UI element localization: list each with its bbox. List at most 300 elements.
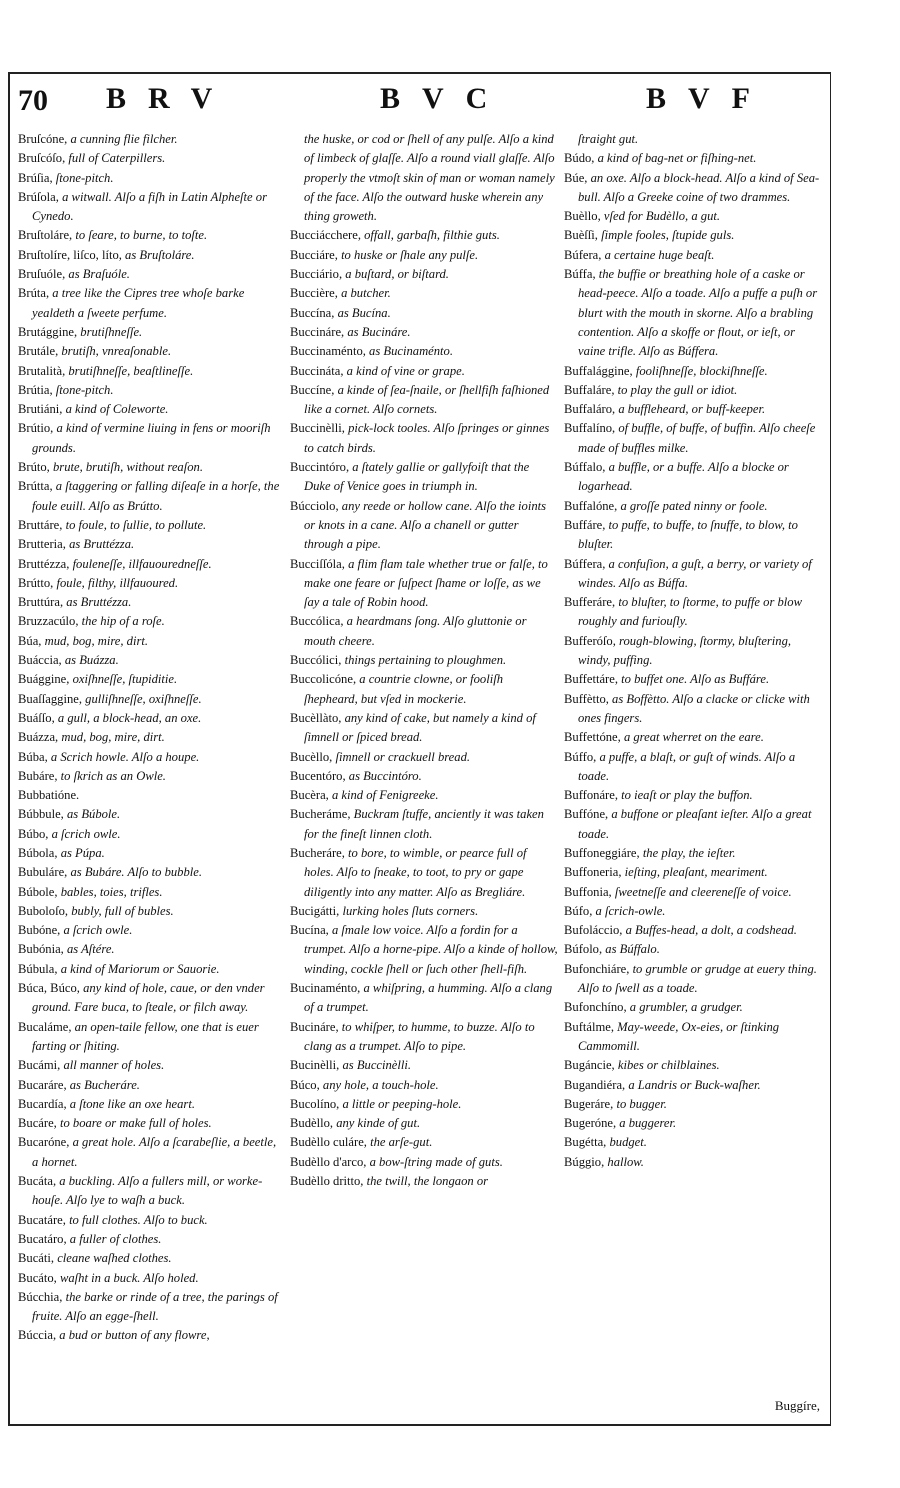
running-header xyxy=(0,78,900,128)
entry-definition: the play, the ieſter. xyxy=(642,845,736,860)
entry-definition: as Boffètto. Alſo a clacke or clicke with ones fingers. xyxy=(578,691,810,725)
dictionary-entry xyxy=(18,1056,282,1075)
entry-headword: Bubáre, xyxy=(18,768,58,783)
entry-definition: a great hole. Alſo a ſcarabeſlie, a beetle, a hornet. xyxy=(32,1135,277,1169)
entry-definition: as Buázza. xyxy=(64,653,119,668)
entry-definition: to whiſper, to humme, to buzze. Alſo to clang as a trumpet. Alſo to pipe. xyxy=(304,1019,535,1053)
entry-definition: a confuſion, a guſt, a berry, or variety of windes. Alſo as Búffa. xyxy=(578,556,812,590)
dictionary-entry xyxy=(18,246,282,265)
entry-headword: Búccia, xyxy=(18,1328,57,1343)
entry-definition: brutiſhneſſe, beaſtlineſſe. xyxy=(68,363,194,378)
entry-definition: brutiſh, vnreaſonable. xyxy=(61,344,172,359)
dictionary-entry xyxy=(18,362,282,381)
entry-headword: Buccintóro, xyxy=(290,460,350,475)
dictionary-entry xyxy=(18,748,282,767)
entry-headword: Búdo, xyxy=(564,151,595,166)
entry-headword: Bufonchíno, xyxy=(564,1000,627,1015)
entry-headword: Bucigátti, xyxy=(290,903,340,918)
entry-definition: a kind of vermine liuing in fens or mooriſh grounds. xyxy=(32,421,271,455)
entry-definition: ſtone-pitch. xyxy=(55,382,114,397)
dictionary-entry xyxy=(564,1114,822,1133)
entry-definition: a kind of Coleworte. xyxy=(65,402,169,417)
entry-headword: Búffera, xyxy=(564,556,606,571)
entry-headword: Buffalíno, xyxy=(564,421,616,436)
entry-definition: as Buccinèlli. xyxy=(342,1058,412,1073)
dictionary-entry xyxy=(18,1133,282,1172)
dictionary-entry xyxy=(564,998,822,1017)
dictionary-entry xyxy=(18,381,282,400)
entry-headword: Bruſtolíre, liſco, líto, xyxy=(18,247,122,262)
entry-definition: a kind of Fenigreeke. xyxy=(331,788,439,803)
entry-definition: fouleneſſe, illfauouredneſſe. xyxy=(72,556,212,571)
dictionary-entry xyxy=(18,265,282,284)
entry-headword: Buággine, xyxy=(18,672,70,687)
dictionary-entry xyxy=(18,1172,282,1211)
dictionary-entry xyxy=(18,767,282,786)
column-right xyxy=(564,130,822,1172)
entry-headword: Buccíne, xyxy=(290,382,335,397)
entry-definition: a countrie clowne, or fooliſh ſhepheard, but vſed in mockerie. xyxy=(304,672,504,706)
dictionary-entry xyxy=(18,169,282,188)
entry-definition: any kind of cake, but namely a kind of ſimnell or ſpiced bread. xyxy=(304,710,536,745)
entry-headword: Búbole, xyxy=(18,884,58,899)
dictionary-entry xyxy=(18,940,282,959)
entry-definition: a kind of vine or grape. xyxy=(346,363,465,378)
entry-definition: ſimple fooles, ſtupide guls. xyxy=(601,228,735,243)
dictionary-entry xyxy=(18,902,282,921)
entry-definition: as Braſuóle. xyxy=(68,267,130,282)
entry-definition: an open-taile fellow, one that is euer farting or ſhiting. xyxy=(32,1019,259,1053)
entry-definition: to boare or make full of holes. xyxy=(59,1116,212,1131)
entry-headword: Bucináre, xyxy=(290,1019,339,1034)
dictionary-entry xyxy=(290,555,558,613)
dictionary-entry xyxy=(290,246,558,265)
entry-headword: Brutteria, xyxy=(18,537,66,552)
entry-headword: Bucheráme, xyxy=(290,807,351,822)
entry-headword: Búcciolo, xyxy=(290,498,339,513)
entry-definition: a ſtately gallie or gallyfoiſt that the Duke of Venice goes in triumph in. xyxy=(304,460,530,494)
dictionary-entry xyxy=(564,130,822,149)
entry-definition: a ſcrich owle. xyxy=(51,826,121,841)
entry-headword: Buffáre, xyxy=(564,517,606,532)
entry-headword: Bugeróne, xyxy=(564,1116,617,1131)
entry-headword: Bucinaménto, xyxy=(290,981,361,996)
entry-headword: Buccière, xyxy=(290,286,338,301)
entry-definition: gulliſhneſſe, oxiſhneſſe. xyxy=(85,691,202,706)
entry-headword: Bucheráre, xyxy=(290,845,345,860)
entry-definition: a witwall. Alſo a fiſh in Latin Alpheſte or Cynedo. xyxy=(32,189,267,224)
page-number: 70 xyxy=(18,84,48,117)
entry-definition: any hole, a touch-hole. xyxy=(322,1077,439,1092)
dictionary-entry xyxy=(18,612,282,631)
entry-definition: a Landris or Buck-waſher. xyxy=(628,1077,761,1092)
dictionary-entry xyxy=(18,226,282,245)
entry-definition: pick-lock tooles. Alſo ſpringes or ginnes to catch birds. xyxy=(304,421,550,455)
dictionary-entry xyxy=(18,1269,282,1288)
entry-headword: Bufferáre, xyxy=(564,595,616,610)
entry-headword: Budèllo culáre, xyxy=(290,1135,367,1150)
entry-definition: a little or peeping-hole. xyxy=(342,1096,462,1111)
entry-definition: bubly, full of bubles. xyxy=(71,903,174,918)
dictionary-entry xyxy=(18,1288,282,1327)
dictionary-entry xyxy=(290,767,558,786)
entry-definition: a ſmale low voice. Alſo a fordin for a trumpet. Alſo a horne-pipe. Alſo a kinde of hollow, winding, cockle ſhell or ſuch other ſhell-fiſh. xyxy=(304,923,558,976)
dictionary-entry xyxy=(18,844,282,863)
entry-headword: Buáſſo, xyxy=(18,710,55,725)
entry-definition: as Búffalo. xyxy=(605,942,660,957)
dictionary-entry xyxy=(290,284,558,303)
entry-definition: any kinde of gut. xyxy=(336,1116,421,1131)
entry-headword: Bubónia, xyxy=(18,942,64,957)
entry-headword: Budèllo d'arco, xyxy=(290,1154,367,1169)
entry-definition: as Bucinaménto. xyxy=(369,344,453,359)
entry-headword: Buccinèlli, xyxy=(290,421,345,436)
entry-headword: Buffettáre, xyxy=(564,672,618,687)
entry-headword: Bufferóſo, xyxy=(564,633,616,648)
entry-definition: a kinde of ſea-ſnaile, or ſhellfiſh faſhioned like a cornet. Alſo cornets. xyxy=(304,382,550,417)
entry-headword: Buffoneggiáre, xyxy=(564,845,640,860)
entry-headword: Búa, xyxy=(18,633,42,648)
entry-definition: ſimnell or crackuell bread. xyxy=(335,749,471,764)
dictionary-entry xyxy=(18,1326,282,1345)
entry-headword: Brútta, xyxy=(18,479,53,494)
entry-headword: Buccólici, xyxy=(290,653,342,668)
entry-headword: Bucèllàto, xyxy=(290,710,342,725)
dictionary-entry xyxy=(18,979,282,1018)
dictionary-entry xyxy=(290,805,558,844)
dictionary-entry xyxy=(290,1114,558,1133)
entry-headword: Bucciário, xyxy=(290,267,343,282)
dictionary-entry xyxy=(290,458,558,497)
entry-definition: as Púpa. xyxy=(60,845,105,860)
entry-headword: Búffalo, xyxy=(564,460,606,475)
dictionary-entry xyxy=(564,748,822,787)
dictionary-entry xyxy=(564,265,822,361)
entry-headword: Búe, xyxy=(564,170,588,185)
entry-definition: a ſtaggering or falling diſeaſe in a horſe, the foule euill. Alſo as Brútto. xyxy=(32,479,280,513)
entry-headword: Búfolo, xyxy=(564,942,603,957)
entry-headword: Buffalággine, xyxy=(564,363,633,378)
dictionary-entry xyxy=(290,670,558,709)
dictionary-entry xyxy=(564,902,822,921)
entry-definition: to ſeare, to burne, to toſte. xyxy=(75,228,208,243)
dictionary-entry xyxy=(564,149,822,168)
entry-headword: Buèllo, xyxy=(564,209,601,224)
dictionary-entry xyxy=(564,593,822,632)
entry-headword: Buffaláre, xyxy=(564,382,615,397)
dictionary-entry xyxy=(564,207,822,226)
dictionary-entry xyxy=(18,419,282,458)
entry-headword: Budèllo, xyxy=(290,1116,334,1131)
headword-center: BVC xyxy=(380,82,510,115)
dictionary-entry xyxy=(18,825,282,844)
entry-definition: of buffle, of buffe, of buffin. Alſo cheeſe made of buffles milke. xyxy=(578,421,816,455)
dictionary-entry xyxy=(18,1249,282,1268)
entry-headword: Brutalità, xyxy=(18,363,66,378)
entry-definition: all manner of holes. xyxy=(63,1058,165,1073)
entry-definition: mud, bog, mire, dirt. xyxy=(44,633,149,648)
entry-headword: Bubuláre, xyxy=(18,865,68,880)
entry-headword: Buffaláro, xyxy=(564,402,616,417)
entry-headword: Buffonáre, xyxy=(564,788,618,803)
entry-definition: the hip of a roſe. xyxy=(81,614,165,629)
entry-headword: Bucciáre, xyxy=(290,247,338,262)
dictionary-entry xyxy=(290,1018,558,1057)
entry-definition: to ſkrich as an Owle. xyxy=(60,768,166,783)
entry-headword: Buftálme, xyxy=(564,1019,615,1034)
entry-definition: as Bruttézza. xyxy=(69,537,135,552)
headword-left: BRV xyxy=(106,82,235,115)
dictionary-entry xyxy=(564,169,822,208)
dictionary-entry xyxy=(564,728,822,747)
column-middle xyxy=(290,130,558,1191)
entry-headword: Buffonia, xyxy=(564,884,612,899)
dictionary-entry xyxy=(18,690,282,709)
entry-headword: Bucáre, xyxy=(18,1116,57,1131)
entry-headword: Buèſſi, xyxy=(564,228,598,243)
entry-definition: as Bucináre. xyxy=(347,324,411,339)
dictionary-entry xyxy=(290,979,558,1018)
entry-definition: the arſe-gut. xyxy=(370,1135,433,1150)
entry-definition: to grumble or grudge at euery thing. Alſo to ſwell as a toade. xyxy=(578,961,817,996)
dictionary-entry xyxy=(18,1114,282,1133)
entry-definition: a buſtard, or biſtard. xyxy=(345,267,449,282)
entry-headword: Bucardía, xyxy=(18,1096,67,1111)
entry-definition: a buckling. Alſo a fullers mill, or worke-houſe. Alſo lye to waſh a buck. xyxy=(32,1174,263,1208)
entry-definition: to puffe, to buffe, to ſnuffe, to blow, to bluſter. xyxy=(578,517,798,552)
dictionary-entry xyxy=(290,709,558,748)
entry-headword: Búco, xyxy=(290,1077,320,1092)
dictionary-entry xyxy=(18,863,282,882)
entry-definition: a kind of bag-net or fiſhing-net. xyxy=(597,151,757,166)
dictionary-entry xyxy=(564,381,822,400)
dictionary-entry xyxy=(18,670,282,689)
entry-definition: mud, bog, mire, dirt. xyxy=(61,730,165,745)
entry-headword: Búfera, xyxy=(564,247,602,262)
dictionary-entry xyxy=(564,1095,822,1114)
entry-headword: Bucciácchere, xyxy=(290,228,361,243)
entry-headword: Bugáncie, xyxy=(564,1058,615,1073)
dictionary-entry xyxy=(290,226,558,245)
entry-headword: Bubbatióne. xyxy=(18,788,80,803)
dictionary-entry xyxy=(564,246,822,265)
entry-headword: Búbula, xyxy=(18,961,58,976)
entry-headword: Bucáto, xyxy=(18,1270,57,1285)
entry-headword: Bruttézza, xyxy=(18,556,70,571)
dictionary-entry xyxy=(18,786,282,805)
entry-definition: an oxe. Alſo a block-head. Alſo a kind of Sea-bull. Alſo a Greeke coine of two drammes. xyxy=(578,170,820,204)
entry-headword: Buffalóne, xyxy=(564,498,618,513)
entry-definition: a gull, a block-head, an oxe. xyxy=(57,710,202,725)
dictionary-entry xyxy=(290,130,558,226)
dictionary-entry xyxy=(290,342,558,361)
entry-definition: a groſſe pated ninny or foole. xyxy=(620,498,768,513)
dictionary-entry xyxy=(18,555,282,574)
dictionary-entry xyxy=(18,516,282,535)
entry-definition: a great wherret on the eare. xyxy=(623,730,764,745)
entry-definition: waſht in a buck. Alſo holed. xyxy=(59,1270,199,1285)
dictionary-entry xyxy=(564,940,822,959)
entry-headword: Bucatáro, xyxy=(18,1231,67,1246)
entry-definition: a flim flam tale whether true or falſe, to make one feare or ſuſpect ſhame or loſſe, as we ſay a tale of Robin hood. xyxy=(304,556,548,610)
entry-definition: a ſcrich-owle. xyxy=(595,903,666,918)
entry-headword: Brúto, xyxy=(18,460,50,475)
entry-headword: Búbo, xyxy=(18,826,49,841)
entry-definition: as Bucheráre. xyxy=(69,1077,140,1092)
dictionary-entry xyxy=(290,748,558,767)
entry-definition: a ſtone like an oxe heart. xyxy=(69,1096,195,1111)
dictionary-entry xyxy=(290,1172,558,1191)
dictionary-entry xyxy=(290,1056,558,1075)
entry-definition: cleane waſhed clothes. xyxy=(57,1251,172,1266)
entry-headword: Bucáta, xyxy=(18,1174,57,1189)
dictionary-entry xyxy=(18,284,282,323)
entry-headword: Buccína, xyxy=(290,305,335,320)
entry-definition: vſed for Budèllo, a gut. xyxy=(603,209,721,224)
entry-headword: Bucaróne, xyxy=(18,1135,70,1150)
dictionary-entry xyxy=(290,1076,558,1095)
entry-definition: May-weede, Ox-eies, or ſtinking Cammomill. xyxy=(578,1019,780,1053)
entry-definition: any reede or hollow cane. Alſo the ioints or knots in a cane. Alſo a chanell or gutter through a pipe. xyxy=(304,498,547,552)
entry-definition: to ieaſt or play the buffon. xyxy=(621,788,753,803)
dictionary-entry xyxy=(18,574,282,593)
entry-definition: ieſting, pleaſant, meariment. xyxy=(624,865,768,880)
entry-definition: a buggerer. xyxy=(619,1116,677,1131)
column-left xyxy=(18,130,282,1346)
entry-headword: Bruſtoláre, xyxy=(18,228,73,243)
entry-definition: brutiſhneſſe. xyxy=(80,324,143,339)
entry-definition: a Scrich howle. Alſo a houpe. xyxy=(50,749,200,764)
dictionary-entry xyxy=(18,632,282,651)
dictionary-entry xyxy=(564,555,822,594)
dictionary-entry xyxy=(290,921,558,979)
entry-definition: a grumbler, a grudger. xyxy=(629,1000,743,1015)
entry-headword: Bucèllo, xyxy=(290,749,333,764)
entry-headword: Bruttáre, xyxy=(18,517,63,532)
entry-definition: to huske or ſhale any pulſe. xyxy=(341,247,479,262)
entry-definition: a kind of Mariorum or Sauorie. xyxy=(60,961,220,976)
entry-headword: Búbola, xyxy=(18,845,58,860)
dictionary-entry xyxy=(564,226,822,245)
entry-definition: as Bruttézza. xyxy=(66,595,132,610)
entry-headword: Buffoneria, xyxy=(564,865,622,880)
entry-definition: ſtone-pitch. xyxy=(55,170,114,185)
entry-definition: things pertaining to ploughmen. xyxy=(344,653,507,668)
entry-headword: Bufoláccio, xyxy=(564,923,623,938)
dictionary-entry xyxy=(290,1133,558,1152)
entry-headword: Brúſia, xyxy=(18,170,53,185)
entry-definition: to foule, to ſullie, to pollute. xyxy=(65,517,207,532)
dictionary-entry xyxy=(564,883,822,902)
dictionary-entry xyxy=(290,902,558,921)
dictionary-entry xyxy=(564,419,822,458)
dictionary-entry xyxy=(18,130,282,149)
entry-definition: to bluſter, to ſtorme, to puffe or blow roughly and furiouſly. xyxy=(578,595,802,629)
entry-headword: Bucámi, xyxy=(18,1058,61,1073)
dictionary-entry xyxy=(564,805,822,844)
entry-headword: Bucciſſóla, xyxy=(290,556,345,571)
entry-definition: a certaine huge beaſt. xyxy=(604,247,715,262)
entry-headword: Bugandiéra, xyxy=(564,1077,626,1092)
entry-headword: Bruſuóle, xyxy=(18,267,66,282)
entry-headword: Brutággine, xyxy=(18,324,78,339)
dictionary-entry xyxy=(18,1211,282,1230)
dictionary-entry xyxy=(564,670,822,689)
entry-definition: the huske, or cod or ſhell of any pulſe. Alſo a kind of limbeck of glaſſe. Alſo a round viall glaſſe. Alſo properly the vtmoſt skin of man or woman namely of the face. Alſo the outward huske wherein any thing groweth. xyxy=(304,132,555,224)
dictionary-entry xyxy=(564,786,822,805)
entry-definition: a puffe, a blaſt, or guſt of winds. Alſo a toade. xyxy=(578,749,796,783)
dictionary-entry xyxy=(564,497,822,516)
entry-headword: Buáccia, xyxy=(18,653,62,668)
entry-definition: to bore, to wimble, or pearce full of holes. Alſo to ſneake, to toot, to pry or gape diligently into any matter. Alſo as Bregliáre. xyxy=(304,845,527,899)
dictionary-entry xyxy=(18,1076,282,1095)
entry-definition: as Bubáre. Alſo to bubble. xyxy=(70,865,202,880)
entry-definition: the barke or rinde of a tree, the parings of fruite. Alſo an egge-ſhell. xyxy=(32,1289,278,1324)
entry-headword: Brúſola, xyxy=(18,189,59,204)
dictionary-entry xyxy=(564,921,822,940)
dictionary-entry xyxy=(290,497,558,555)
dictionary-entry xyxy=(18,1095,282,1114)
entry-definition: lurking holes ſluts corners. xyxy=(342,903,479,918)
entry-definition: as Búbole. xyxy=(66,807,121,822)
entry-definition: foule, filthy, illfauoured. xyxy=(56,575,179,590)
dictionary-entry xyxy=(564,1133,822,1152)
entry-definition: a bud or button of any flowre, xyxy=(59,1328,210,1343)
entry-definition: a bow-ſtring made of guts. xyxy=(369,1154,503,1169)
entry-headword: Bucinèlli, xyxy=(290,1058,340,1073)
dictionary-entry xyxy=(18,188,282,227)
entry-headword: Bugeráre, xyxy=(564,1096,614,1111)
entry-headword: Bruſcóſo, xyxy=(18,151,66,166)
entry-definition: offall, garbaſh, filthie guts. xyxy=(364,228,500,243)
entry-headword: Buccólica, xyxy=(290,614,344,629)
dictionary-entry xyxy=(18,1230,282,1249)
entry-definition: ſtraight gut. xyxy=(578,132,639,146)
dictionary-entry xyxy=(564,1076,822,1095)
dictionary-entry xyxy=(18,323,282,342)
dictionary-entry xyxy=(290,1153,558,1172)
entry-headword: Bubóne, xyxy=(18,923,61,938)
dictionary-entry xyxy=(18,883,282,902)
dictionary-entry xyxy=(18,149,282,168)
entry-headword: Buaſſaggine, xyxy=(18,691,83,706)
dictionary-entry xyxy=(290,612,558,651)
entry-headword: Bucína, xyxy=(290,923,329,938)
dictionary-entry xyxy=(290,362,558,381)
entry-headword: Bucentóro, xyxy=(290,768,346,783)
entry-headword: Brúta, xyxy=(18,286,50,301)
entry-definition: fooliſhneſſe, blockiſhneſſe. xyxy=(635,363,768,378)
dictionary-entry xyxy=(564,362,822,381)
entry-definition: the buffie or breathing hole of a caske or head-peece. Alſo a toade. Alſo a puffe a puſh or blurt with the mouth in skorne. Alſo a brabling contention. Alſo a skoffe or flout, or ieſt, or vaine trifle. Alſo as Búffera. xyxy=(578,267,818,359)
entry-definition: as Buccintóro. xyxy=(348,768,422,783)
entry-definition: a whiſpring, a humming. Alſo a clang of a trumpet. xyxy=(304,981,553,1015)
dictionary-entry xyxy=(290,786,558,805)
entry-headword: Brútia, xyxy=(18,382,53,397)
entry-definition: ſweetneſſe and cleereneſſe of voice. xyxy=(614,884,792,899)
dictionary-entry xyxy=(18,477,282,516)
entry-headword: Buffètto, xyxy=(564,691,609,706)
dictionary-entry xyxy=(564,1018,822,1057)
dictionary-entry xyxy=(18,1018,282,1057)
entry-definition: the twill, the longaon or xyxy=(366,1174,489,1189)
dictionary-entry xyxy=(564,1056,822,1075)
entry-definition: to bugger. xyxy=(616,1096,667,1111)
entry-definition: a buffle, or a buffe. Alſo a blocke or logarhead. xyxy=(578,460,789,494)
dictionary-entry xyxy=(18,535,282,554)
dictionary-entry xyxy=(290,1095,558,1114)
catchword: Buggíre, xyxy=(774,1398,820,1413)
